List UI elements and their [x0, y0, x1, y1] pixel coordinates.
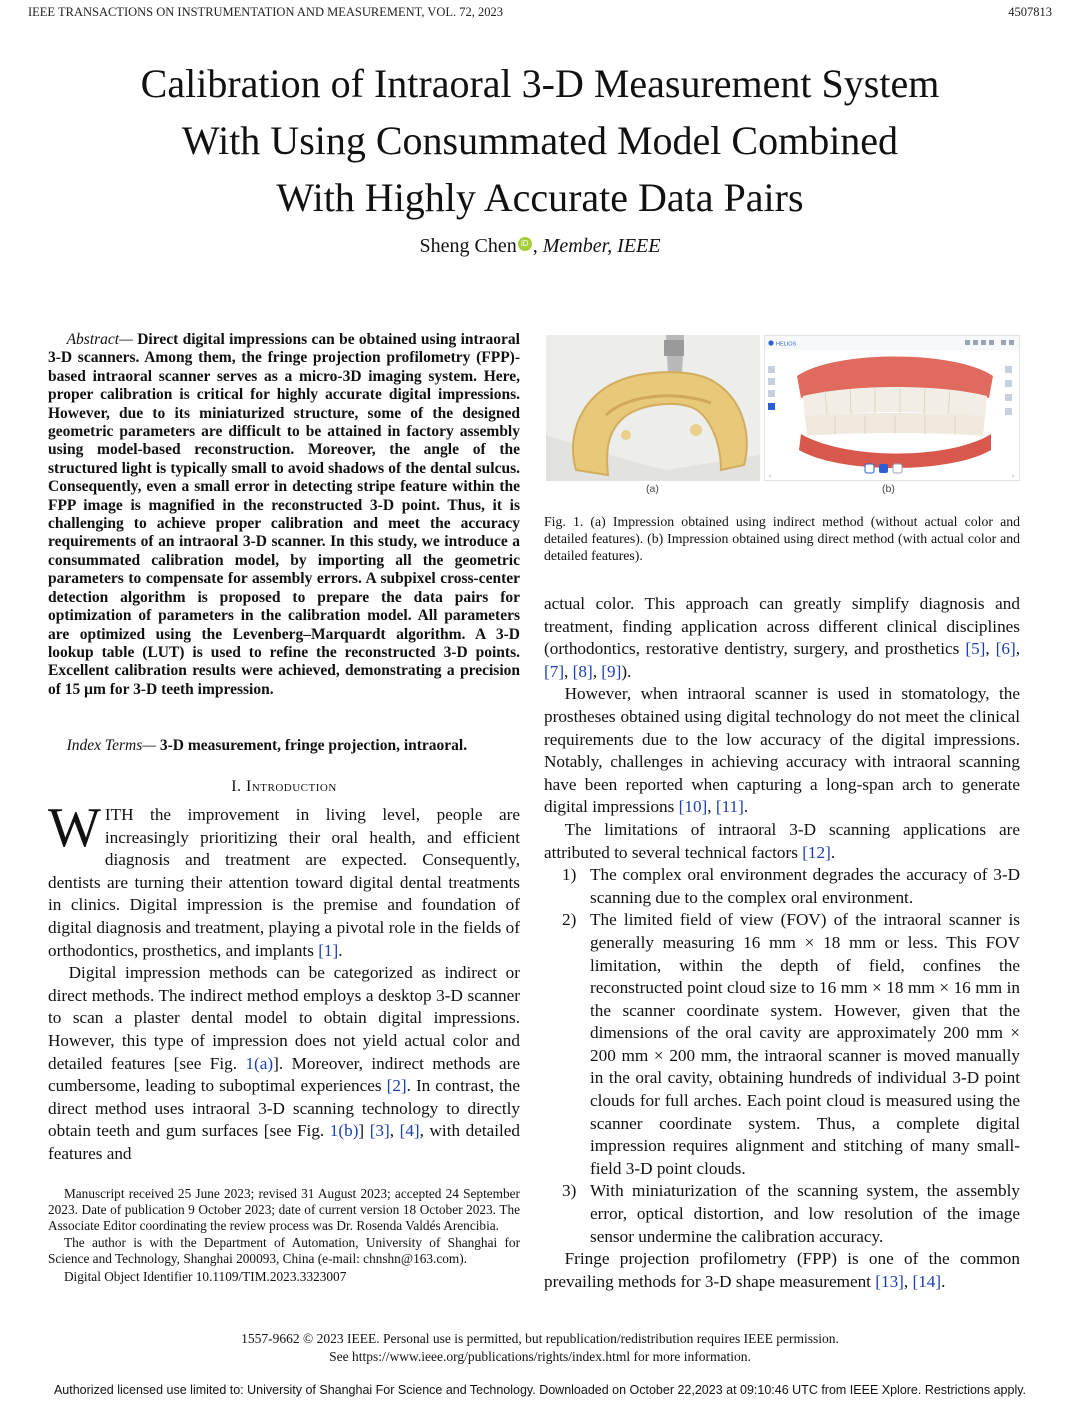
citation-link[interactable]: [7] [544, 661, 565, 681]
figure-1 [546, 335, 1020, 497]
citation-link[interactable]: [5] [965, 639, 986, 659]
journal-name: IEEE TRANSACTIONS ON INSTRUMENTATION AND MEASUREMENT, VOL. 72, 2023 [28, 5, 504, 19]
footnote-received: Manuscript received 25 June 2023; revised 31 August 2023; accepted 24 September 2023. Date of publication 9 October 2023; date of current version 18 October 2023. The Associate Editor coordinating the review process was Dr. Rosenda Valdés Arencibia. [48, 1186, 520, 1234]
author-membership: , Member, IEEE [532, 235, 661, 257]
intro-paragraph: WITH the improvement in living level, people are increasingly prioritizing their oral health, and efficient diagnosis and treatment are expected. Consequently, dentists are turning their attention toward digital dental treatments in clinics. Digital impression is the premise and foundation of digital diagnosis and treatment, playing a pivotal role in the fields of orthodontics, prosthetics, and implants [1]. [48, 797, 520, 960]
author-name: Sheng Chen [419, 235, 517, 257]
running-head [28, 5, 1052, 21]
license-banner: Authorized licensed use limited to: University of Shanghai For Science and Technology. Downloaded on October 22,2023 at 09:10:46 UTC from IEEE Xplore. Restrictions apply. [53, 1383, 1027, 1397]
section-heading: I. Introduction [231, 778, 337, 795]
index-terms [48, 737, 520, 755]
citation-link[interactable]: [3] [369, 1121, 390, 1141]
citation-link[interactable]: [12] [802, 842, 831, 862]
right-column-text [544, 593, 1020, 1293]
body-paragraph: However, when intraoral scanner is used in stomatology, the prostheses obtained using digital technology do not meet the clinical requirements due to the low accuracy of the digital impressions. Notably, challenges in achieving accuracy with intraoral scanning have been reported when capturing a long-span arch to generate digital impressions [10], [11]. [544, 684, 1020, 817]
subfigure-label-a: (a) [646, 483, 659, 495]
citation-link[interactable]: [1] [318, 940, 339, 960]
svg-text:›: › [1012, 474, 1014, 480]
ui-brand: HELIOS [776, 341, 797, 348]
copyright-notice: 1557-9662 © 2023 IEEE. Personal use is permitted, but republication/redistribution requires IEEE permission. See https://www.ieee.org/publications/rights/index.html for more information. [241, 1331, 839, 1364]
list-item: 2) The limited field of view (FOV) of the intraoral scanner is generally measuring 16 mm × 18 mm or less. This FOV limitation, within the depth of field, confines the reconstructed point cloud size to 16 mm × 18 mm × 16 mm in the scanner coordinate system. However, given that the dimensions of the oral cavity are approximately 200 mm × 200 mm × 200 mm, the intraoral scanner is moved manually in the oral cavity, obtaining hundreds of individual 3-D point clouds for full arches. Each point cloud is measured using the scanner coordinate system. Thus, a complete digital impression requires alignment and stitching of many small-field 3-D point clouds. [562, 910, 1020, 1178]
scanner-software-screenshot [765, 336, 1020, 481]
citation-link[interactable]: [4] [399, 1121, 420, 1141]
index-terms-text: 3-D measurement, fringe projection, intraoral. [156, 737, 468, 754]
citation-link[interactable]: [9] [601, 661, 622, 681]
abstract [48, 331, 520, 699]
paper-title [40, 55, 1040, 226]
article-number: 4507813 [1008, 5, 1052, 19]
list-item: 1) The complex oral environment degrades the accuracy of 3-D scanning due to the complex oral environment. [562, 865, 1020, 907]
svg-text:‹: ‹ [769, 474, 771, 480]
intro-paragraph: Digital impression methods can be categorized as indirect or direct methods. The indirect method employs a desktop 3-D scanner to scan a plaster dental model to obtain digital impressions. However, this type of impression does not yield actual color and detailed features [see Fig. 1(a)]. Moreover, indirect methods are cumbersome, leading to suboptimal experiences [2]. In contrast, the direct method uses intraoral 3-D scanning technology to directly obtain teeth and gum surfaces [see Fig. 1(b)] [3], [4], with detailed features and [48, 963, 521, 1163]
list-item: 3) With miniaturization of the scanning system, the assembly error, optical distortion, and low resolution of the image sensor undermine the calibration accuracy. [562, 1181, 1020, 1246]
abstract-text: Direct digital impressions can be obtained using intraoral 3-D scanners. Among them, the fringe projection profilometry (FPP)-based intraoral scanner serves as a micro-3D imaging system. Here, proper calibration is critical for highly accurate digital impressions. However, due to its miniaturized structure, some of the designed geometric parameters are difficult to be attained in factory assembly using model-based reconstruction. Moreover, the angle of the structured light is typically small to avoid shadows of the dental sulcus. Consequently, even a small error in detecting stripe feature within the FPP image is magnified in the reconstructed 3-D point. Thus, it is challenging to achieve proper calibration and meet the accuracy requirements of an intraoral 3-D scanner. In this study, we introduce a consummated calibration model, by importing all the geometric parameters to compensate for assembly errors. A subpixel cross-center detection algorithm is proposed to prepare the data pairs for optimization of parameters in the calibration model. All parameters are optimized using the Levenberg–Marquardt algorithm. A 3-D lookup table (LUT) is used to refine the reconstructed 3-D points. Excellent calibration results were achieved, demonstrating a precision of 15 μm for 3-D teeth impression. [48, 331, 520, 698]
orcid-icon[interactable]: iD [518, 237, 532, 251]
citation-link[interactable]: [2] [386, 1076, 407, 1096]
figure-link[interactable]: 1(a) [245, 1053, 274, 1073]
citation-link[interactable]: [11] [715, 797, 744, 817]
body-paragraph: Fringe projection profilometry (FPP) is one of the common prevailing methods for 3-D shape measurement [13], [14]. [544, 1249, 1020, 1291]
figure-panel-a [546, 335, 760, 481]
author-line [0, 232, 1080, 260]
body-paragraph: The limitations of intraoral 3-D scanning applications are attributed to several technical factors [12]. [544, 819, 1020, 862]
title-line: With Using Consummated Model Combined [181, 118, 899, 163]
citation-link[interactable]: [10] [678, 797, 708, 817]
figure-caption: Fig. 1. (a) Impression obtained using indirect method (without actual color and detailed features). (b) Impression obtained using direct method (with actual color and detailed features). [544, 514, 1020, 563]
citation-link[interactable]: [13] [875, 1271, 904, 1291]
subfigure-label-b: (b) [882, 483, 895, 495]
drop-cap: W [48, 797, 101, 859]
factor-list [544, 864, 1020, 1248]
figure-link[interactable]: 1(b) [329, 1121, 359, 1141]
footnote-doi: Digital Object Identifier 10.1109/TIM.2023.3323007 [63, 1269, 347, 1285]
title-line: Calibration of Intraoral 3-D Measurement System [140, 61, 940, 106]
footnotes [48, 1186, 520, 1285]
citation-link[interactable]: [8] [572, 661, 593, 681]
body-paragraph: actual color. This approach can greatly simplify diagnosis and treatment, finding application across different clinical disciplines (orthodontics, restorative dentistry, surgery, and prosthetics [5], [6], [7], [8], [9]). [544, 594, 1021, 681]
index-terms-label: Index Terms— [66, 737, 157, 754]
figure-panel-b [764, 335, 1020, 481]
citation-link[interactable]: [14] [912, 1271, 942, 1291]
citation-link[interactable]: [6] [995, 639, 1016, 659]
plaster-impression-image [546, 335, 760, 481]
introduction-text [48, 797, 521, 1166]
footnote-author: The author is with the Department of Automation, University of Shanghai for Science and Technology, Shanghai 200093, China (e-mail: chnshn@163.com). [48, 1234, 520, 1266]
title-line: With Highly Accurate Data Pairs [276, 175, 804, 220]
abstract-label: Abstract— [66, 331, 133, 348]
